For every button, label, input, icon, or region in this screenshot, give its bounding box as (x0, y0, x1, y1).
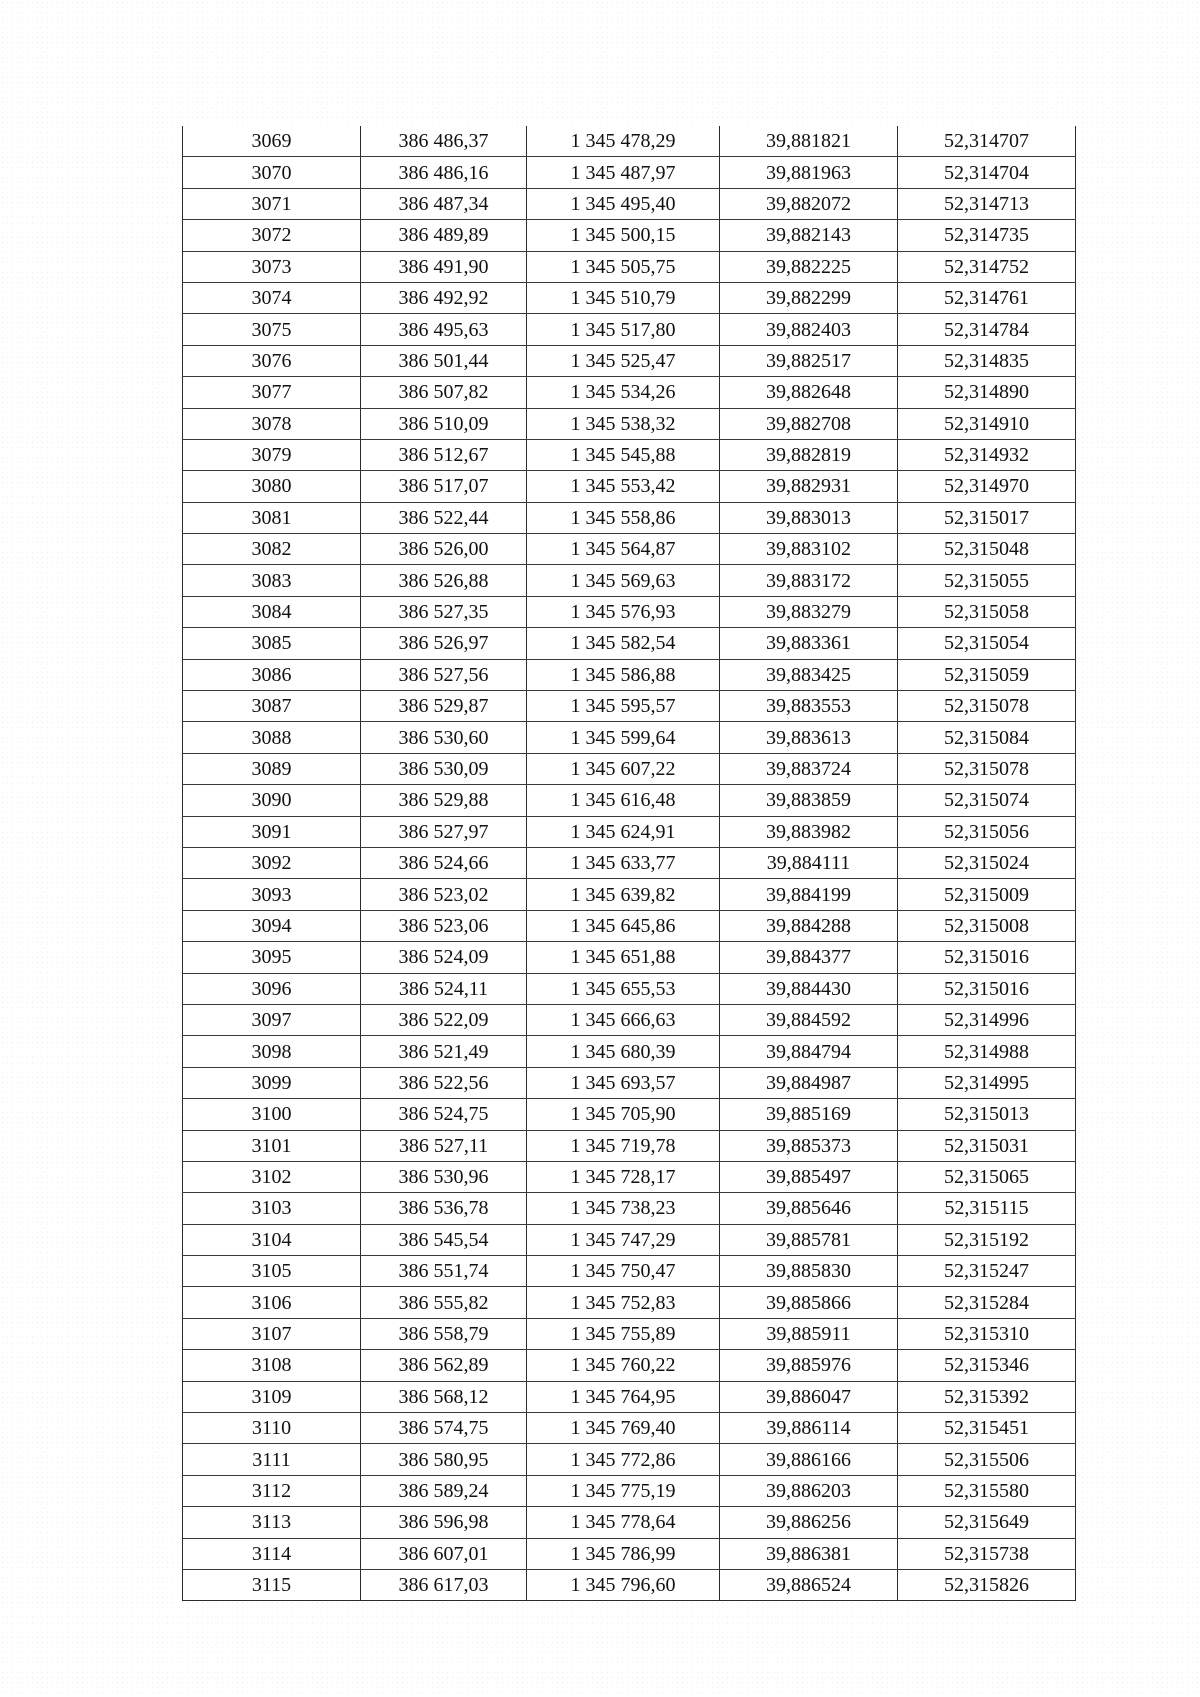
point-number-cell: 3082 (183, 534, 361, 565)
latitude-cell: 52,315346 (898, 1350, 1076, 1381)
longitude-cell: 39,883172 (720, 565, 898, 596)
x-coordinate-cell: 386 523,06 (361, 910, 527, 941)
x-coordinate-cell: 386 574,75 (361, 1413, 527, 1444)
point-number-cell: 3070 (183, 157, 361, 188)
y-coordinate-cell: 1 345 624,91 (527, 816, 720, 847)
x-coordinate-cell: 386 617,03 (361, 1569, 527, 1600)
latitude-cell: 52,315031 (898, 1130, 1076, 1161)
table-row (183, 1381, 1076, 1412)
y-coordinate-cell: 1 345 747,29 (527, 1224, 720, 1255)
point-number-cell: 3079 (183, 439, 361, 470)
longitude-cell: 39,883279 (720, 596, 898, 627)
table-row (183, 1193, 1076, 1224)
y-coordinate-cell: 1 345 752,83 (527, 1287, 720, 1318)
longitude-cell: 39,883724 (720, 753, 898, 784)
point-number-cell: 3111 (183, 1444, 361, 1475)
y-coordinate-cell: 1 345 693,57 (527, 1067, 720, 1098)
point-number-cell: 3073 (183, 251, 361, 282)
latitude-cell: 52,314995 (898, 1067, 1076, 1098)
y-coordinate-cell: 1 345 599,64 (527, 722, 720, 753)
point-number-cell: 3083 (183, 565, 361, 596)
point-number-cell: 3089 (183, 753, 361, 784)
y-coordinate-cell: 1 345 505,75 (527, 251, 720, 282)
y-coordinate-cell: 1 345 769,40 (527, 1413, 720, 1444)
table-row (183, 659, 1076, 690)
point-number-cell: 3099 (183, 1067, 361, 1098)
point-number-cell: 3069 (183, 126, 361, 157)
point-number-cell: 3106 (183, 1287, 361, 1318)
x-coordinate-cell: 386 568,12 (361, 1381, 527, 1412)
latitude-cell: 52,315024 (898, 847, 1076, 878)
y-coordinate-cell: 1 345 796,60 (527, 1569, 720, 1600)
point-number-cell: 3081 (183, 502, 361, 533)
x-coordinate-cell: 386 489,89 (361, 220, 527, 251)
latitude-cell: 52,315649 (898, 1507, 1076, 1538)
latitude-cell: 52,315054 (898, 628, 1076, 659)
point-number-cell: 3071 (183, 188, 361, 219)
longitude-cell: 39,883425 (720, 659, 898, 690)
point-number-cell: 3093 (183, 879, 361, 910)
y-coordinate-cell: 1 345 478,29 (527, 126, 720, 157)
table-row (183, 691, 1076, 722)
longitude-cell: 39,882931 (720, 471, 898, 502)
longitude-cell: 39,881963 (720, 157, 898, 188)
longitude-cell: 39,884987 (720, 1067, 898, 1098)
x-coordinate-cell: 386 524,66 (361, 847, 527, 878)
longitude-cell: 39,883613 (720, 722, 898, 753)
point-number-cell: 3115 (183, 1569, 361, 1600)
longitude-cell: 39,886047 (720, 1381, 898, 1412)
latitude-cell: 52,315065 (898, 1161, 1076, 1192)
x-coordinate-cell: 386 522,44 (361, 502, 527, 533)
latitude-cell: 52,315192 (898, 1224, 1076, 1255)
latitude-cell: 52,315078 (898, 753, 1076, 784)
table-row (183, 126, 1076, 157)
x-coordinate-cell: 386 495,63 (361, 314, 527, 345)
longitude-cell: 39,886166 (720, 1444, 898, 1475)
x-coordinate-cell: 386 517,07 (361, 471, 527, 502)
table-row (183, 1036, 1076, 1067)
point-number-cell: 3091 (183, 816, 361, 847)
x-coordinate-cell: 386 536,78 (361, 1193, 527, 1224)
point-number-cell: 3074 (183, 282, 361, 313)
table-row (183, 1130, 1076, 1161)
y-coordinate-cell: 1 345 775,19 (527, 1475, 720, 1506)
point-number-cell: 3087 (183, 691, 361, 722)
y-coordinate-cell: 1 345 495,40 (527, 188, 720, 219)
table-row (183, 1067, 1076, 1098)
y-coordinate-cell: 1 345 786,99 (527, 1538, 720, 1569)
y-coordinate-cell: 1 345 586,88 (527, 659, 720, 690)
latitude-cell: 52,314735 (898, 220, 1076, 251)
longitude-cell: 39,884430 (720, 973, 898, 1004)
point-number-cell: 3088 (183, 722, 361, 753)
table-row (183, 188, 1076, 219)
point-number-cell: 3085 (183, 628, 361, 659)
x-coordinate-cell: 386 545,54 (361, 1224, 527, 1255)
y-coordinate-cell: 1 345 576,93 (527, 596, 720, 627)
longitude-cell: 39,883102 (720, 534, 898, 565)
latitude-cell: 52,314704 (898, 157, 1076, 188)
y-coordinate-cell: 1 345 655,53 (527, 973, 720, 1004)
x-coordinate-cell: 386 596,98 (361, 1507, 527, 1538)
x-coordinate-cell: 386 522,56 (361, 1067, 527, 1098)
longitude-cell: 39,883982 (720, 816, 898, 847)
point-number-cell: 3103 (183, 1193, 361, 1224)
table-row (183, 1569, 1076, 1600)
latitude-cell: 52,315059 (898, 659, 1076, 690)
point-number-cell: 3086 (183, 659, 361, 690)
y-coordinate-cell: 1 345 705,90 (527, 1099, 720, 1130)
table-row (183, 1538, 1076, 1569)
latitude-cell: 52,314707 (898, 126, 1076, 157)
longitude-cell: 39,882225 (720, 251, 898, 282)
latitude-cell: 52,315084 (898, 722, 1076, 753)
latitude-cell: 52,315580 (898, 1475, 1076, 1506)
point-number-cell: 3114 (183, 1538, 361, 1569)
longitude-cell: 39,885911 (720, 1318, 898, 1349)
x-coordinate-cell: 386 551,74 (361, 1256, 527, 1287)
table-row (183, 973, 1076, 1004)
longitude-cell: 39,884111 (720, 847, 898, 878)
table-row (183, 534, 1076, 565)
y-coordinate-cell: 1 345 569,63 (527, 565, 720, 596)
latitude-cell: 52,315074 (898, 785, 1076, 816)
longitude-cell: 39,882517 (720, 345, 898, 376)
scan-margin-left (0, 0, 150, 1697)
latitude-cell: 52,315009 (898, 879, 1076, 910)
x-coordinate-cell: 386 523,02 (361, 879, 527, 910)
y-coordinate-cell: 1 345 750,47 (527, 1256, 720, 1287)
table-row (183, 502, 1076, 533)
point-number-cell: 3100 (183, 1099, 361, 1130)
longitude-cell: 39,882819 (720, 439, 898, 470)
point-number-cell: 3095 (183, 942, 361, 973)
y-coordinate-cell: 1 345 651,88 (527, 942, 720, 973)
table-row (183, 1099, 1076, 1130)
table-row (183, 879, 1076, 910)
y-coordinate-cell: 1 345 772,86 (527, 1444, 720, 1475)
latitude-cell: 52,315016 (898, 942, 1076, 973)
point-number-cell: 3098 (183, 1036, 361, 1067)
table-row (183, 596, 1076, 627)
x-coordinate-cell: 386 526,97 (361, 628, 527, 659)
x-coordinate-cell: 386 607,01 (361, 1538, 527, 1569)
y-coordinate-cell: 1 345 764,95 (527, 1381, 720, 1412)
table-row (183, 1318, 1076, 1349)
latitude-cell: 52,314996 (898, 1004, 1076, 1035)
x-coordinate-cell: 386 529,87 (361, 691, 527, 722)
y-coordinate-cell: 1 345 778,64 (527, 1507, 720, 1538)
x-coordinate-cell: 386 530,60 (361, 722, 527, 753)
longitude-cell: 39,885646 (720, 1193, 898, 1224)
table-row (183, 816, 1076, 847)
x-coordinate-cell: 386 486,16 (361, 157, 527, 188)
y-coordinate-cell: 1 345 595,57 (527, 691, 720, 722)
table-row (183, 1224, 1076, 1255)
x-coordinate-cell: 386 486,37 (361, 126, 527, 157)
latitude-cell: 52,315115 (898, 1193, 1076, 1224)
latitude-cell: 52,315017 (898, 502, 1076, 533)
latitude-cell: 52,314713 (898, 188, 1076, 219)
table-row (183, 1413, 1076, 1444)
longitude-cell: 39,883553 (720, 691, 898, 722)
point-number-cell: 3084 (183, 596, 361, 627)
table-row (183, 157, 1076, 188)
table-row (183, 942, 1076, 973)
table-row (183, 471, 1076, 502)
table-row (183, 1350, 1076, 1381)
longitude-cell: 39,882648 (720, 377, 898, 408)
table-row (183, 345, 1076, 376)
x-coordinate-cell: 386 526,00 (361, 534, 527, 565)
x-coordinate-cell: 386 524,09 (361, 942, 527, 973)
longitude-cell: 39,884377 (720, 942, 898, 973)
longitude-cell: 39,885976 (720, 1350, 898, 1381)
x-coordinate-cell: 386 491,90 (361, 251, 527, 282)
point-number-cell: 3096 (183, 973, 361, 1004)
coordinates-table (182, 126, 1076, 1601)
longitude-cell: 39,883361 (720, 628, 898, 659)
table-row (183, 439, 1076, 470)
point-number-cell: 3105 (183, 1256, 361, 1287)
x-coordinate-cell: 386 562,89 (361, 1350, 527, 1381)
longitude-cell: 39,885497 (720, 1161, 898, 1192)
table-row (183, 377, 1076, 408)
table-row (183, 565, 1076, 596)
y-coordinate-cell: 1 345 500,15 (527, 220, 720, 251)
x-coordinate-cell: 386 527,56 (361, 659, 527, 690)
point-number-cell: 3076 (183, 345, 361, 376)
x-coordinate-cell: 386 512,67 (361, 439, 527, 470)
table-row (183, 251, 1076, 282)
longitude-cell: 39,883013 (720, 502, 898, 533)
latitude-cell: 52,314910 (898, 408, 1076, 439)
y-coordinate-cell: 1 345 517,80 (527, 314, 720, 345)
point-number-cell: 3075 (183, 314, 361, 345)
longitude-cell: 39,882299 (720, 282, 898, 313)
table-row (183, 282, 1076, 313)
point-number-cell: 3097 (183, 1004, 361, 1035)
x-coordinate-cell: 386 521,49 (361, 1036, 527, 1067)
y-coordinate-cell: 1 345 645,86 (527, 910, 720, 941)
longitude-cell: 39,881821 (720, 126, 898, 157)
longitude-cell: 39,886114 (720, 1413, 898, 1444)
y-coordinate-cell: 1 345 680,39 (527, 1036, 720, 1067)
point-number-cell: 3078 (183, 408, 361, 439)
latitude-cell: 52,315451 (898, 1413, 1076, 1444)
latitude-cell: 52,315055 (898, 565, 1076, 596)
y-coordinate-cell: 1 345 582,54 (527, 628, 720, 659)
y-coordinate-cell: 1 345 534,26 (527, 377, 720, 408)
y-coordinate-cell: 1 345 553,42 (527, 471, 720, 502)
table-row (183, 408, 1076, 439)
point-number-cell: 3090 (183, 785, 361, 816)
latitude-cell: 52,315078 (898, 691, 1076, 722)
y-coordinate-cell: 1 345 607,22 (527, 753, 720, 784)
longitude-cell: 39,882072 (720, 188, 898, 219)
longitude-cell: 39,885830 (720, 1256, 898, 1287)
table-row (183, 785, 1076, 816)
latitude-cell: 52,314932 (898, 439, 1076, 470)
x-coordinate-cell: 386 501,44 (361, 345, 527, 376)
longitude-cell: 39,886381 (720, 1538, 898, 1569)
y-coordinate-cell: 1 345 639,82 (527, 879, 720, 910)
table-row (183, 1444, 1076, 1475)
table-row (183, 220, 1076, 251)
longitude-cell: 39,885373 (720, 1130, 898, 1161)
point-number-cell: 3113 (183, 1507, 361, 1538)
table-row (183, 1004, 1076, 1035)
x-coordinate-cell: 386 487,34 (361, 188, 527, 219)
y-coordinate-cell: 1 345 564,87 (527, 534, 720, 565)
y-coordinate-cell: 1 345 666,63 (527, 1004, 720, 1035)
point-number-cell: 3108 (183, 1350, 361, 1381)
latitude-cell: 52,314970 (898, 471, 1076, 502)
latitude-cell: 52,314752 (898, 251, 1076, 282)
table-row (183, 314, 1076, 345)
x-coordinate-cell: 386 589,24 (361, 1475, 527, 1506)
latitude-cell: 52,314761 (898, 282, 1076, 313)
latitude-cell: 52,315506 (898, 1444, 1076, 1475)
y-coordinate-cell: 1 345 525,47 (527, 345, 720, 376)
x-coordinate-cell: 386 507,82 (361, 377, 527, 408)
longitude-cell: 39,886203 (720, 1475, 898, 1506)
x-coordinate-cell: 386 529,88 (361, 785, 527, 816)
x-coordinate-cell: 386 524,75 (361, 1099, 527, 1130)
point-number-cell: 3112 (183, 1475, 361, 1506)
latitude-cell: 52,315056 (898, 816, 1076, 847)
latitude-cell: 52,314988 (898, 1036, 1076, 1067)
coordinates-table-body (183, 126, 1076, 1601)
x-coordinate-cell: 386 530,09 (361, 753, 527, 784)
latitude-cell: 52,315247 (898, 1256, 1076, 1287)
table-row (183, 847, 1076, 878)
longitude-cell: 39,884794 (720, 1036, 898, 1067)
x-coordinate-cell: 386 522,09 (361, 1004, 527, 1035)
longitude-cell: 39,885169 (720, 1099, 898, 1130)
y-coordinate-cell: 1 345 538,32 (527, 408, 720, 439)
longitude-cell: 39,882708 (720, 408, 898, 439)
longitude-cell: 39,882403 (720, 314, 898, 345)
y-coordinate-cell: 1 345 487,97 (527, 157, 720, 188)
longitude-cell: 39,882143 (720, 220, 898, 251)
point-number-cell: 3110 (183, 1413, 361, 1444)
y-coordinate-cell: 1 345 616,48 (527, 785, 720, 816)
y-coordinate-cell: 1 345 755,89 (527, 1318, 720, 1349)
latitude-cell: 52,315048 (898, 534, 1076, 565)
y-coordinate-cell: 1 345 738,23 (527, 1193, 720, 1224)
longitude-cell: 39,884199 (720, 879, 898, 910)
latitude-cell: 52,315058 (898, 596, 1076, 627)
table-row (183, 722, 1076, 753)
x-coordinate-cell: 386 524,11 (361, 973, 527, 1004)
point-number-cell: 3080 (183, 471, 361, 502)
x-coordinate-cell: 386 580,95 (361, 1444, 527, 1475)
y-coordinate-cell: 1 345 728,17 (527, 1161, 720, 1192)
latitude-cell: 52,315008 (898, 910, 1076, 941)
y-coordinate-cell: 1 345 558,86 (527, 502, 720, 533)
point-number-cell: 3101 (183, 1130, 361, 1161)
table-row (183, 1287, 1076, 1318)
latitude-cell: 52,315013 (898, 1099, 1076, 1130)
longitude-cell: 39,886256 (720, 1507, 898, 1538)
longitude-cell: 39,885866 (720, 1287, 898, 1318)
longitude-cell: 39,886524 (720, 1569, 898, 1600)
y-coordinate-cell: 1 345 760,22 (527, 1350, 720, 1381)
latitude-cell: 52,314784 (898, 314, 1076, 345)
point-number-cell: 3094 (183, 910, 361, 941)
latitude-cell: 52,314890 (898, 377, 1076, 408)
table-row (183, 753, 1076, 784)
longitude-cell: 39,884592 (720, 1004, 898, 1035)
latitude-cell: 52,315826 (898, 1569, 1076, 1600)
x-coordinate-cell: 386 492,92 (361, 282, 527, 313)
longitude-cell: 39,883859 (720, 785, 898, 816)
latitude-cell: 52,315738 (898, 1538, 1076, 1569)
x-coordinate-cell: 386 530,96 (361, 1161, 527, 1192)
point-number-cell: 3092 (183, 847, 361, 878)
table-row (183, 1161, 1076, 1192)
point-number-cell: 3107 (183, 1318, 361, 1349)
table-row (183, 1507, 1076, 1538)
point-number-cell: 3104 (183, 1224, 361, 1255)
x-coordinate-cell: 386 510,09 (361, 408, 527, 439)
x-coordinate-cell: 386 527,11 (361, 1130, 527, 1161)
longitude-cell: 39,885781 (720, 1224, 898, 1255)
x-coordinate-cell: 386 558,79 (361, 1318, 527, 1349)
point-number-cell: 3102 (183, 1161, 361, 1192)
x-coordinate-cell: 386 526,88 (361, 565, 527, 596)
table-row (183, 910, 1076, 941)
x-coordinate-cell: 386 527,35 (361, 596, 527, 627)
point-number-cell: 3072 (183, 220, 361, 251)
latitude-cell: 52,315310 (898, 1318, 1076, 1349)
longitude-cell: 39,884288 (720, 910, 898, 941)
y-coordinate-cell: 1 345 719,78 (527, 1130, 720, 1161)
table-row (183, 628, 1076, 659)
x-coordinate-cell: 386 555,82 (361, 1287, 527, 1318)
latitude-cell: 52,314835 (898, 345, 1076, 376)
y-coordinate-cell: 1 345 545,88 (527, 439, 720, 470)
table-row (183, 1256, 1076, 1287)
point-number-cell: 3077 (183, 377, 361, 408)
latitude-cell: 52,315284 (898, 1287, 1076, 1318)
table-row (183, 1475, 1076, 1506)
x-coordinate-cell: 386 527,97 (361, 816, 527, 847)
latitude-cell: 52,315392 (898, 1381, 1076, 1412)
y-coordinate-cell: 1 345 633,77 (527, 847, 720, 878)
latitude-cell: 52,315016 (898, 973, 1076, 1004)
y-coordinate-cell: 1 345 510,79 (527, 282, 720, 313)
point-number-cell: 3109 (183, 1381, 361, 1412)
